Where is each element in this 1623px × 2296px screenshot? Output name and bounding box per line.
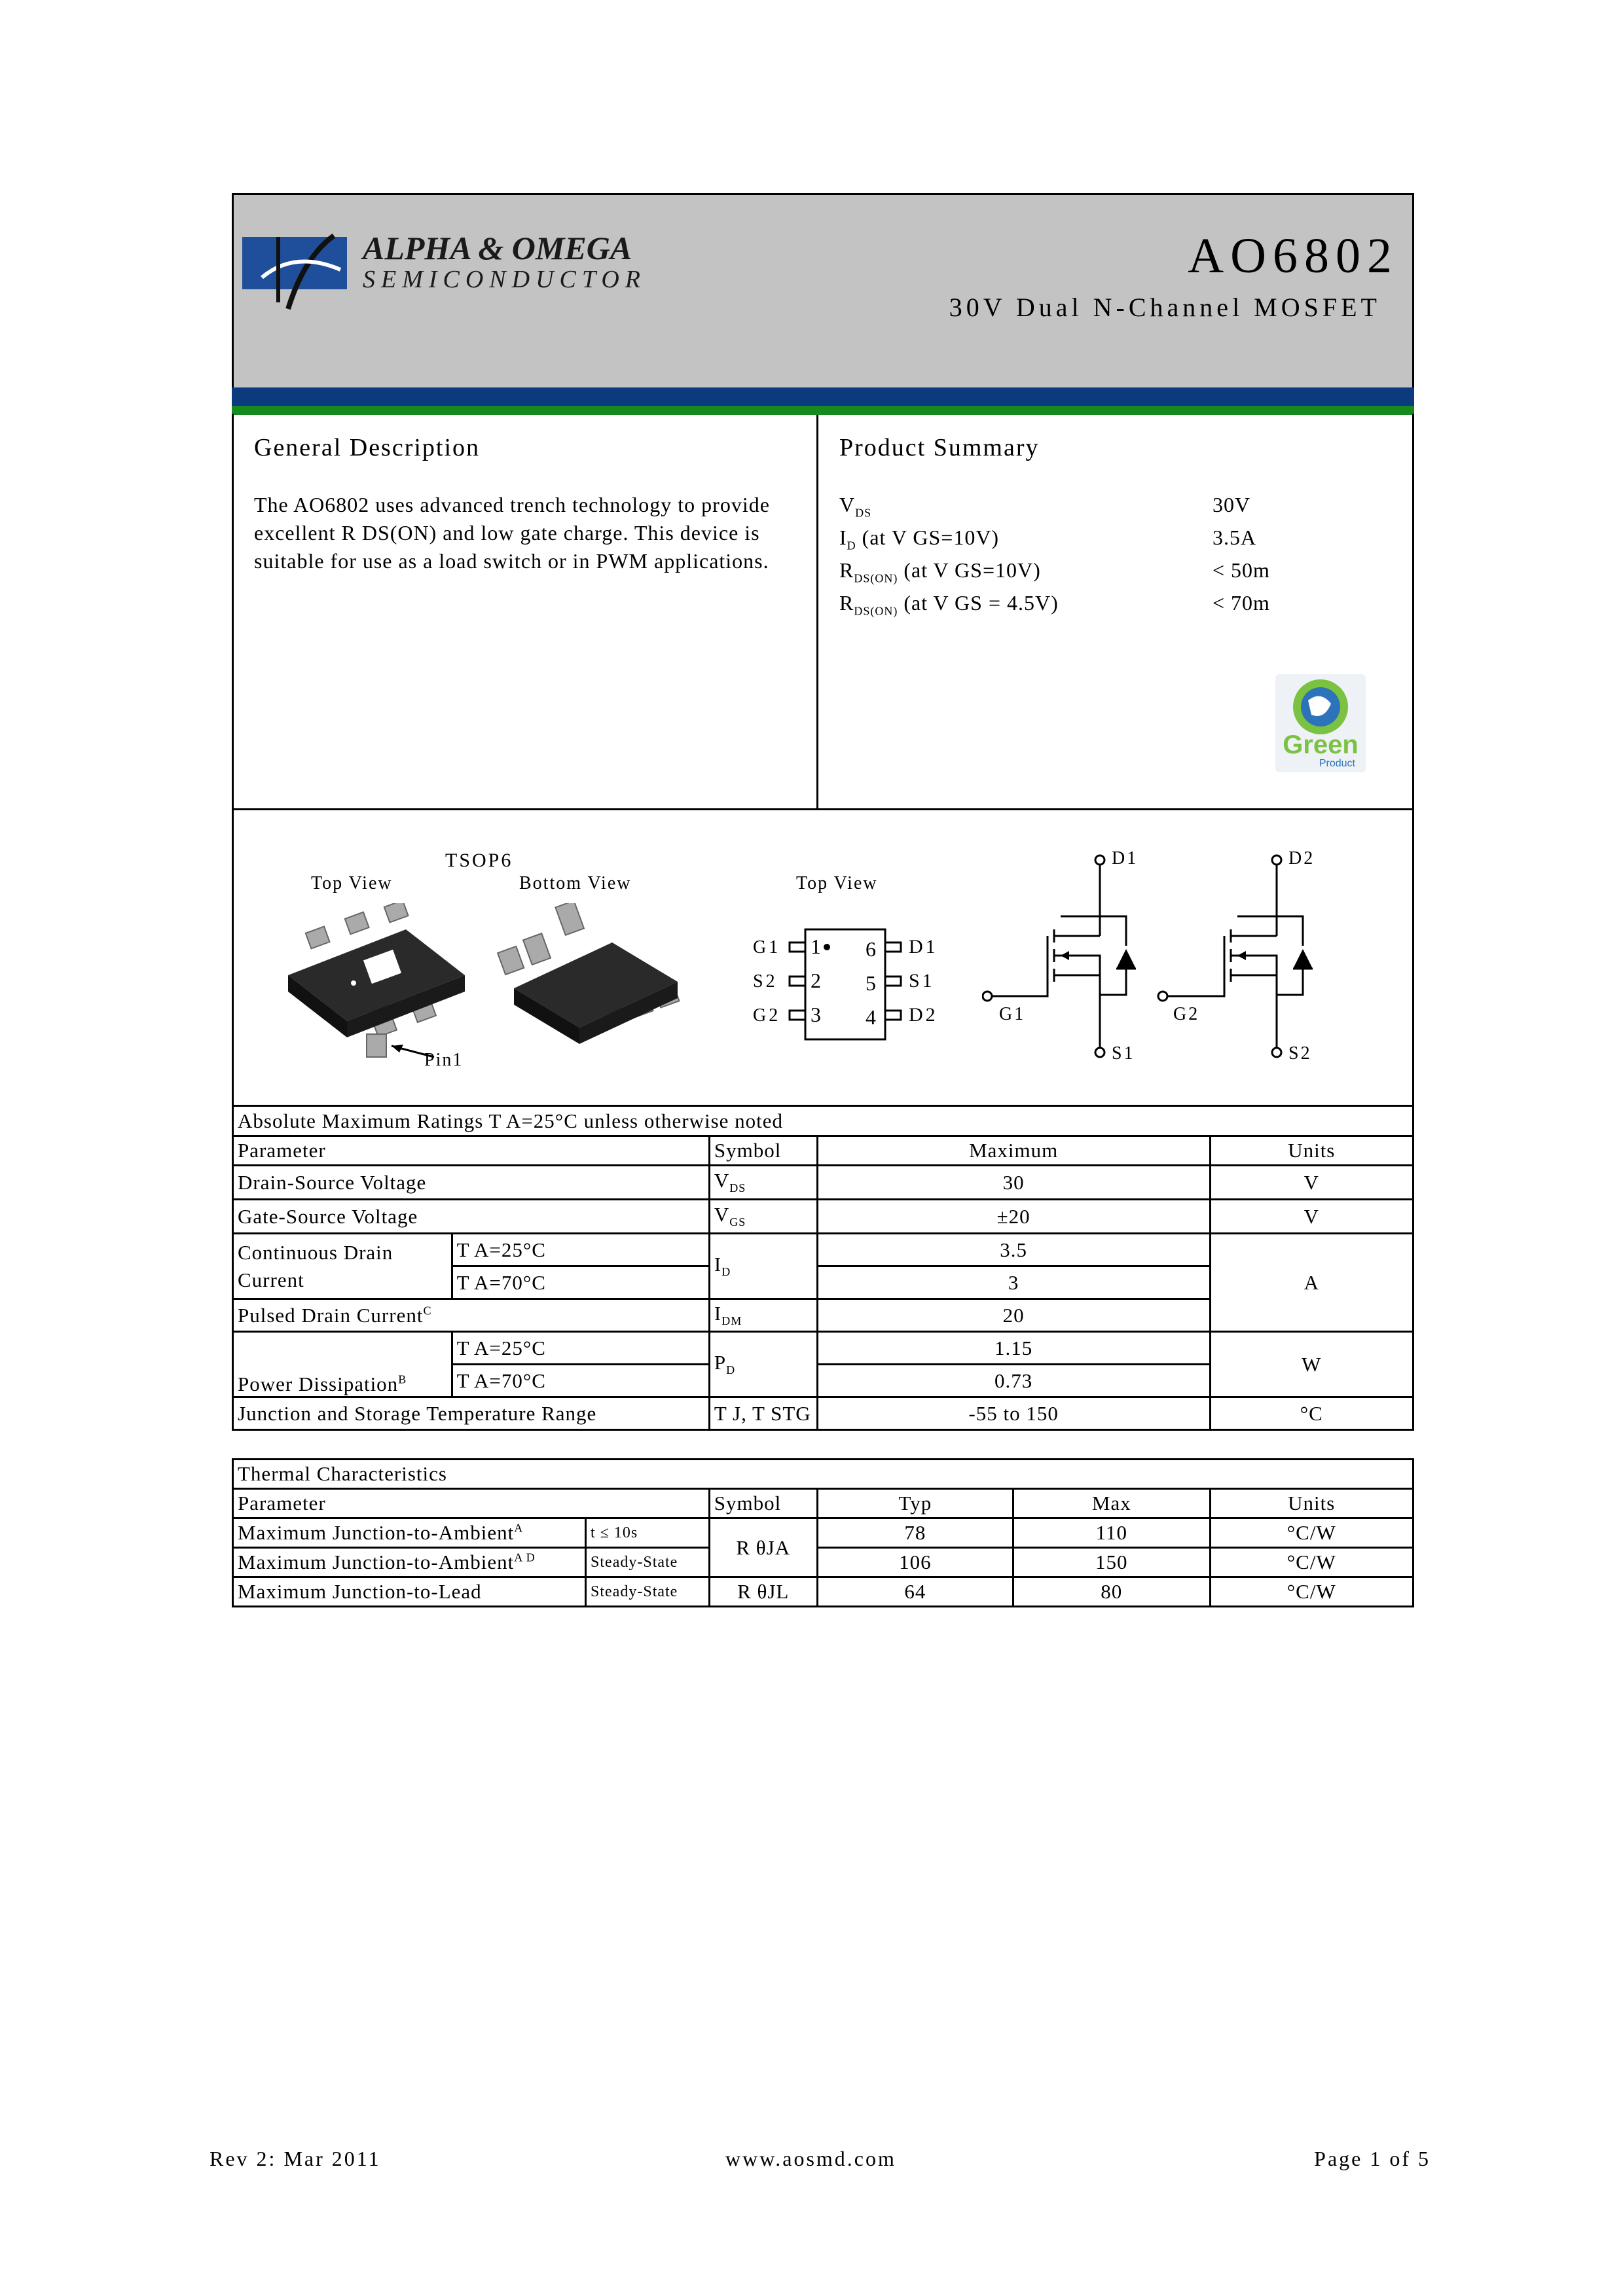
thermal-symbol: R θJL [709, 1577, 817, 1607]
abs-unit: W [1210, 1332, 1413, 1397]
part-number: AO6802 [1188, 228, 1398, 283]
part-subtitle: 30V Dual N-Channel MOSFET [949, 293, 1381, 322]
abs-max: ±20 [817, 1200, 1210, 1234]
green-product-badge [1275, 674, 1366, 772]
abs-param: Drain-Source Voltage [233, 1166, 710, 1200]
aos-logo-icon [242, 230, 347, 315]
abs-max: 3.5 [817, 1234, 1210, 1266]
abs-condition: T A=70°C [452, 1266, 709, 1299]
footer-website[interactable]: www.aosmd.com [725, 2147, 896, 2170]
abs-param: Gate-Source Voltage [233, 1200, 710, 1234]
abs-symbol: T J, T STG [709, 1397, 817, 1430]
abs-header-symbol: Symbol [709, 1136, 817, 1166]
footer-page-number: Page 1 of 5 [1314, 2147, 1431, 2170]
summary-row-rdson-4v5: $R_{DS(ON)}$ (at V GS = 4.5V) < 70m [839, 591, 1270, 618]
abs-max: 3 [817, 1266, 1210, 1299]
abs-param: Junction and Storage Temperature Range [233, 1397, 710, 1430]
thermal-param: Maximum Junction-to-Ambient$^{A D}$ [233, 1548, 586, 1577]
thermal-row [233, 1518, 1413, 1548]
thermal-unit: °C/W [1210, 1548, 1413, 1577]
header-blue-stripe [232, 387, 1414, 406]
pin-left-1: G1 [753, 937, 781, 958]
top-view-label: Top View [311, 873, 393, 893]
thermal-max: 110 [1013, 1518, 1210, 1548]
thermal-unit: °C/W [1210, 1577, 1413, 1607]
summary-row-id: $I_D$ (at V GS=10V) 3.5A [839, 526, 1257, 552]
abs-header-parameter: Parameter [233, 1136, 710, 1166]
abs-param: Power Dissipation$^B$ [233, 1332, 452, 1397]
schematic-g2: G2 [1173, 1004, 1200, 1024]
abs-condition: T A=25°C [452, 1332, 709, 1365]
abs-row-id-25 [233, 1234, 1413, 1266]
thermal-unit: °C/W [1210, 1518, 1413, 1548]
mosfet-schematic [982, 851, 1388, 1067]
bottom-view-label: Bottom View [519, 873, 632, 893]
schematic-s1: S1 [1112, 1043, 1135, 1064]
general-description-text: The AO6802 uses advanced trench technology to provide excellent R DS(ON) and low gate charge. This device is suitable for use as a load switch or in PWM applications. [254, 493, 770, 573]
abs-caption: Absolute Maximum Ratings T A=25°C unless otherwise noted [233, 1106, 1413, 1136]
abs-symbol: $I_D$ [709, 1234, 817, 1299]
abs-row-pd-25 [233, 1332, 1413, 1365]
abs-header-row [233, 1136, 1413, 1166]
abs-max: 30 [817, 1166, 1210, 1200]
pin-num-3: 3 [811, 1003, 821, 1026]
thermal-header-units: Units [1210, 1489, 1413, 1518]
abs-unit: °C [1210, 1397, 1413, 1430]
abs-max: 1.15 [817, 1332, 1210, 1365]
pin-num-2: 2 [811, 969, 821, 992]
package-bottom-view-image [488, 903, 684, 1060]
thermal-table [232, 1458, 1414, 1607]
pin-right-5: S1 [909, 970, 935, 992]
pin-right-4: D2 [909, 1004, 938, 1026]
thermal-typ: 106 [817, 1548, 1013, 1577]
thermal-header-typ: Typ [817, 1489, 1013, 1518]
thermal-condition: Steady-State [586, 1577, 710, 1607]
thermal-param: Maximum Junction-to-Lead [233, 1577, 586, 1607]
abs-header-maximum: Maximum [817, 1136, 1210, 1166]
abs-condition: T A=70°C [452, 1365, 709, 1397]
abs-row-vds [233, 1166, 1413, 1200]
thermal-caption: Thermal Characteristics [233, 1460, 1413, 1489]
thermal-header-max: Max [1013, 1489, 1210, 1518]
thermal-condition: t ≤ 10s [586, 1518, 710, 1548]
summary-row-vds: $V_{DS}$ 30V [839, 493, 1251, 520]
thermal-param: Maximum Junction-to-Ambient$^A$ [233, 1518, 586, 1548]
green-badge-text: Green [1283, 730, 1359, 759]
thermal-header-row [233, 1489, 1413, 1518]
brand-subtitle: SEMICONDUCTOR [363, 266, 646, 293]
pin-num-6: 6 [866, 937, 876, 961]
thermal-row [233, 1577, 1413, 1607]
abs-symbol: $V_{GS}$ [709, 1200, 817, 1234]
abs-param: Continuous Drain Current [233, 1234, 452, 1299]
thermal-header-parameter: Parameter [233, 1489, 710, 1518]
abs-param: Pulsed Drain Current$^C$ [233, 1299, 710, 1332]
pin-left-2: S2 [753, 971, 778, 992]
thermal-condition: Steady-State [586, 1548, 710, 1577]
green-badge-subtext: Product [1319, 758, 1355, 769]
abs-max: -55 to 150 [817, 1397, 1210, 1430]
general-description-title: General Description [254, 434, 481, 461]
pinout-view-label: Top View [796, 873, 878, 893]
thermal-header-symbol: Symbol [709, 1489, 817, 1518]
package-top-view-image [275, 903, 484, 1060]
product-summary-table [839, 491, 1298, 622]
thermal-caption-row [233, 1460, 1413, 1489]
schematic-d1: D1 [1112, 848, 1139, 869]
thermal-symbol: R θJA [709, 1518, 817, 1577]
abs-max: 0.73 [817, 1365, 1210, 1397]
pin1-label: Pin1 [424, 1050, 464, 1070]
pin-num-4: 4 [866, 1005, 876, 1029]
pin-num-1: 1 [811, 935, 821, 958]
thermal-typ: 64 [817, 1577, 1013, 1607]
pin-left-3: G2 [753, 1005, 781, 1026]
section-divider [816, 415, 818, 810]
pin-num-5: 5 [866, 971, 876, 995]
abs-header-units: Units [1210, 1136, 1413, 1166]
abs-symbol: $P_D$ [709, 1332, 817, 1397]
abs-symbol: $V_{DS}$ [709, 1166, 817, 1200]
abs-unit: A [1210, 1234, 1413, 1332]
thermal-max: 80 [1013, 1577, 1210, 1607]
thermal-max: 150 [1013, 1548, 1210, 1577]
abs-row-tj [233, 1397, 1413, 1430]
package-name: TSOP6 [445, 850, 513, 871]
pin-right-6: D1 [909, 936, 938, 958]
abs-unit: V [1210, 1200, 1413, 1234]
schematic-s2: S2 [1288, 1043, 1312, 1064]
abs-symbol: $I_{DM}$ [709, 1299, 817, 1332]
product-summary-title: Product Summary [839, 434, 1040, 461]
abs-unit: V [1210, 1166, 1413, 1200]
footer-revision: Rev 2: Mar 2011 [210, 2147, 381, 2170]
globe-icon [1275, 674, 1366, 740]
abs-row-vgs [233, 1200, 1413, 1234]
absolute-max-table [232, 1105, 1414, 1431]
thermal-typ: 78 [817, 1518, 1013, 1548]
abs-max: 20 [817, 1299, 1210, 1332]
schematic-g1: G1 [999, 1004, 1026, 1024]
summary-row-rdson-10v: $R_{DS(ON)}$ (at V GS=10V) < 50m [839, 558, 1270, 585]
abs-condition: T A=25°C [452, 1234, 709, 1266]
brand-name: ALPHA & OMEGA [363, 230, 632, 266]
thermal-row [233, 1548, 1413, 1577]
schematic-d2: D2 [1288, 848, 1315, 869]
abs-caption-row [233, 1106, 1413, 1136]
